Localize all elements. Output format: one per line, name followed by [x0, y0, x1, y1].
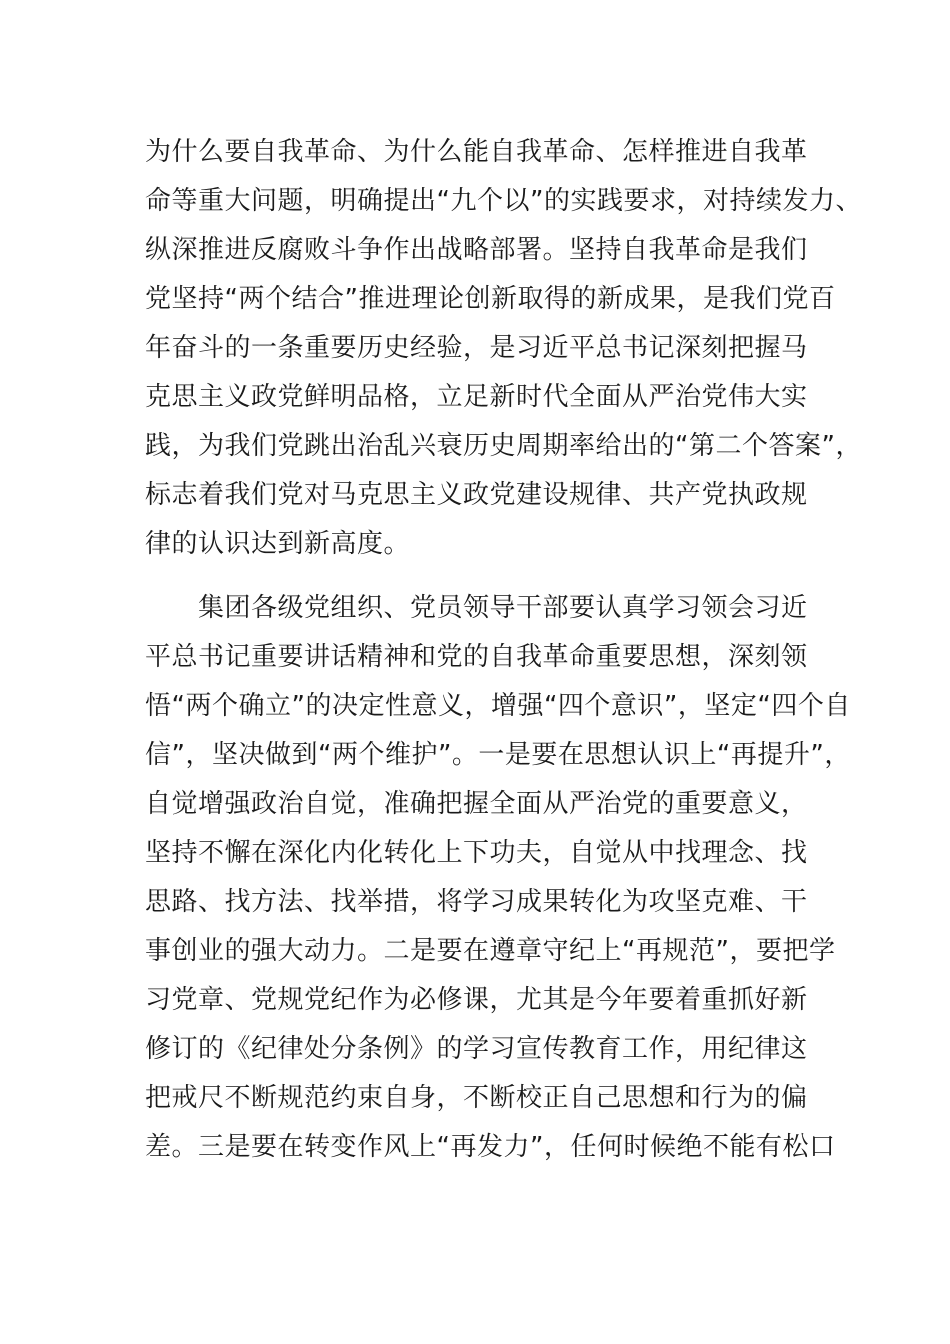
text-line: 集团各级党组织、党员领导干部要认真学习领会习近	[145, 593, 808, 623]
paragraph-2	[145, 584, 851, 1172]
text-line: 事创业的强大动力。二是要在遵章守纪上“再规范”，要把学	[145, 936, 836, 966]
text-line: 践，为我们党跳出治乱兴衰历史周期率给出的“第二个答案”，	[145, 431, 862, 461]
paragraph-1	[145, 128, 862, 569]
text-line: 思路、找方法、找举措，将学习成果转化为攻坚克难、干	[145, 887, 808, 917]
text-line: 把戒尺不断规范约束自身，不断校正自己思想和行为的偏	[145, 1083, 808, 1113]
text-line: 年奋斗的一条重要历史经验，是习近平总书记深刻把握马	[145, 333, 808, 363]
text-line: 习党章、党规党纪作为必修课，尤其是今年要着重抓好新	[145, 985, 808, 1015]
text-line: 纵深推进反腐败斗争作出战略部署。坚持自我革命是我们	[145, 235, 808, 265]
text-line: 修订的《纪律处分条例》的学习宣传教育工作，用纪律这	[145, 1034, 808, 1064]
document-body	[145, 128, 862, 1172]
text-line: 为什么要自我革命、为什么能自我革命、怎样推进自我革	[145, 137, 808, 167]
text-line: 悟“两个确立”的决定性意义，增强“四个意识”，坚定“四个自	[145, 691, 851, 721]
text-line: 党坚持“两个结合”推进理论创新取得的新成果，是我们党百	[145, 284, 836, 314]
text-line: 自觉增强政治自觉，准确把握全面从严治党的重要意义，	[145, 789, 808, 819]
text-line: 差。三是要在转变作风上“再发力”，任何时候绝不能有松口	[145, 1132, 836, 1162]
text-line: 命等重大问题，明确提出“九个以”的实践要求，对持续发力、	[145, 186, 862, 216]
text-line: 坚持不懈在深化内化转化上下功夫，自觉从中找理念、找	[145, 838, 808, 868]
text-line: 信”，坚决做到“两个维护”。一是要在思想认识上“再提升”，	[145, 740, 851, 770]
text-line: 律的认识达到新高度。	[145, 529, 411, 559]
paragraph-spacer	[145, 569, 845, 584]
text-line: 标志着我们党对马克思主义政党建设规律、共产党执政规	[145, 480, 808, 510]
text-line: 平总书记重要讲话精神和党的自我革命重要思想，深刻领	[145, 642, 808, 672]
text-line: 克思主义政党鲜明品格，立足新时代全面从严治党伟大实	[145, 382, 808, 412]
